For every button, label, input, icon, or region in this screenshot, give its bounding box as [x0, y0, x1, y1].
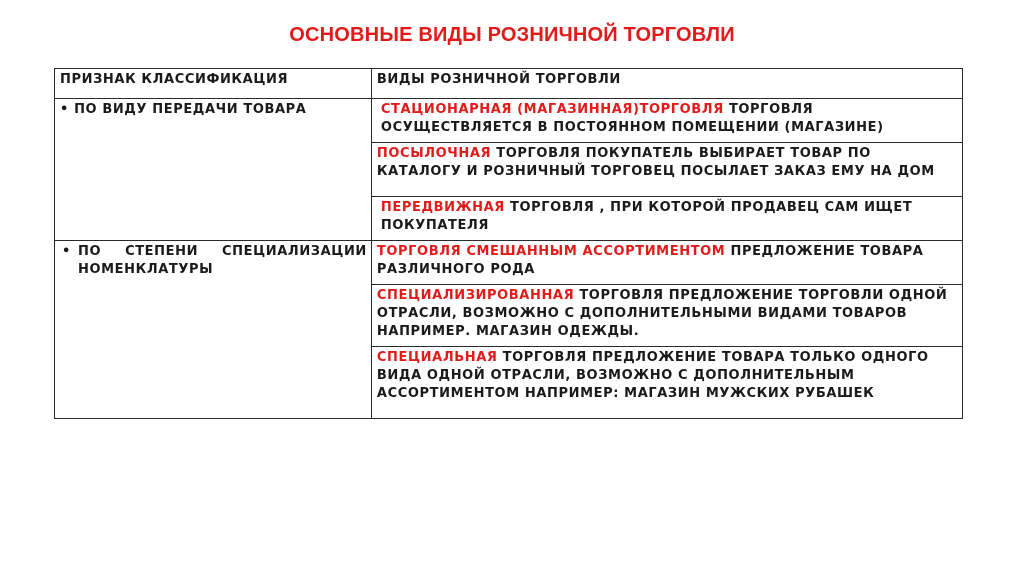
criterion-transfer: ПО ВИДУ ПЕРЕДАЧИ ТОВАРА [74, 102, 307, 117]
type-desc: ТОРГОВЛЯ ПРЕДЛОЖЕНИЕ ТОРГОВЛИ ОДНОЙ ОТРАСЛИ, ВОЗМОЖНО С ДОПОЛНИТЕЛЬНЫМИ ВИДАМИ ТОВАРОВ НАПРИМЕР. МАГАЗИН ОДЕЖДЫ. [376, 288, 948, 339]
type-term: СПЕЦИАЛЬНАЯ [376, 350, 498, 365]
criterion-cell-specialization [55, 241, 372, 419]
criterion-cell-transfer [55, 99, 372, 241]
criterion-specialization: ПО СТЕПЕНИ СПЕЦИАЛИЗАЦИИ НОМЕНКЛАТУРЫ [78, 244, 367, 277]
type-term: СТАЦИОНАРНАЯ (МАГАЗИННАЯ)ТОРГОВЛЯ [380, 102, 724, 117]
type-specialized [371, 285, 962, 347]
type-desc: ТОРГОВЛЯ ПОКУПАТЕЛЬ ВЫБИРАЕТ ТОВАР ПО КАТАЛОГУ И РОЗНИЧНЫЙ ТОРГОВЕЦ ПОСЫЛАЕТ ЗАКАЗ ЕМУ НА ДОМ [376, 146, 935, 179]
type-desc: ТОРГОВЛЯ ОСУЩЕСТВЛЯЕТСЯ В ПОСТОЯННОМ ПОМЕЩЕНИИ (МАГАЗИНЕ) [380, 102, 884, 135]
table-row [55, 241, 963, 285]
type-term: ПОСЫЛОЧНАЯ [376, 146, 492, 161]
type-stationary [371, 99, 962, 143]
type-parcel [371, 143, 962, 197]
page-title: ОСНОВНЫЕ ВИДЫ РОЗНИЧНОЙ ТОРГОВЛИ [289, 24, 735, 46]
type-desc: ТОРГОВЛЯ ПРЕДЛОЖЕНИЕ ТОВАРА ТОЛЬКО ОДНОГО ВИДА ОДНОЙ ОТРАСЛИ, ВОЗМОЖНО С ДОПОЛНИТЕЛЬНЫМ АССОРТИМЕНТОМ НАПРИМЕР: МАГАЗИН МУЖСКИХ РУБАШЕК [376, 350, 929, 401]
type-term: ПЕРЕДВИЖНАЯ [380, 200, 505, 215]
header-classification: ПРИЗНАК КЛАССИФИКАЦИЯ [55, 69, 372, 99]
table-header-row [55, 69, 963, 99]
bullet-icon: • [62, 244, 71, 259]
bullet-icon: • [60, 102, 69, 117]
type-mixed [371, 241, 962, 285]
type-desc: ТОРГОВЛЯ , ПРИ КОТОРОЙ ПРОДАВЕЦ САМ ИЩЕТ ПОКУПАТЕЛЯ [380, 200, 913, 233]
type-term: СПЕЦИАЛИЗИРОВАННАЯ [376, 288, 575, 303]
type-desc: ПРЕДЛОЖЕНИЕ ТОВАРА РАЗЛИЧНОГО РОДА [376, 244, 924, 277]
retail-types-table [54, 68, 963, 419]
table-row [55, 99, 963, 143]
type-mobile [371, 197, 962, 241]
header-retail-types: ВИДЫ РОЗНИЧНОЙ ТОРГОВЛИ [371, 69, 962, 99]
type-term: ТОРГОВЛЯ СМЕШАННЫМ АССОРТИМЕНТОМ [376, 244, 726, 259]
type-special [371, 347, 962, 419]
